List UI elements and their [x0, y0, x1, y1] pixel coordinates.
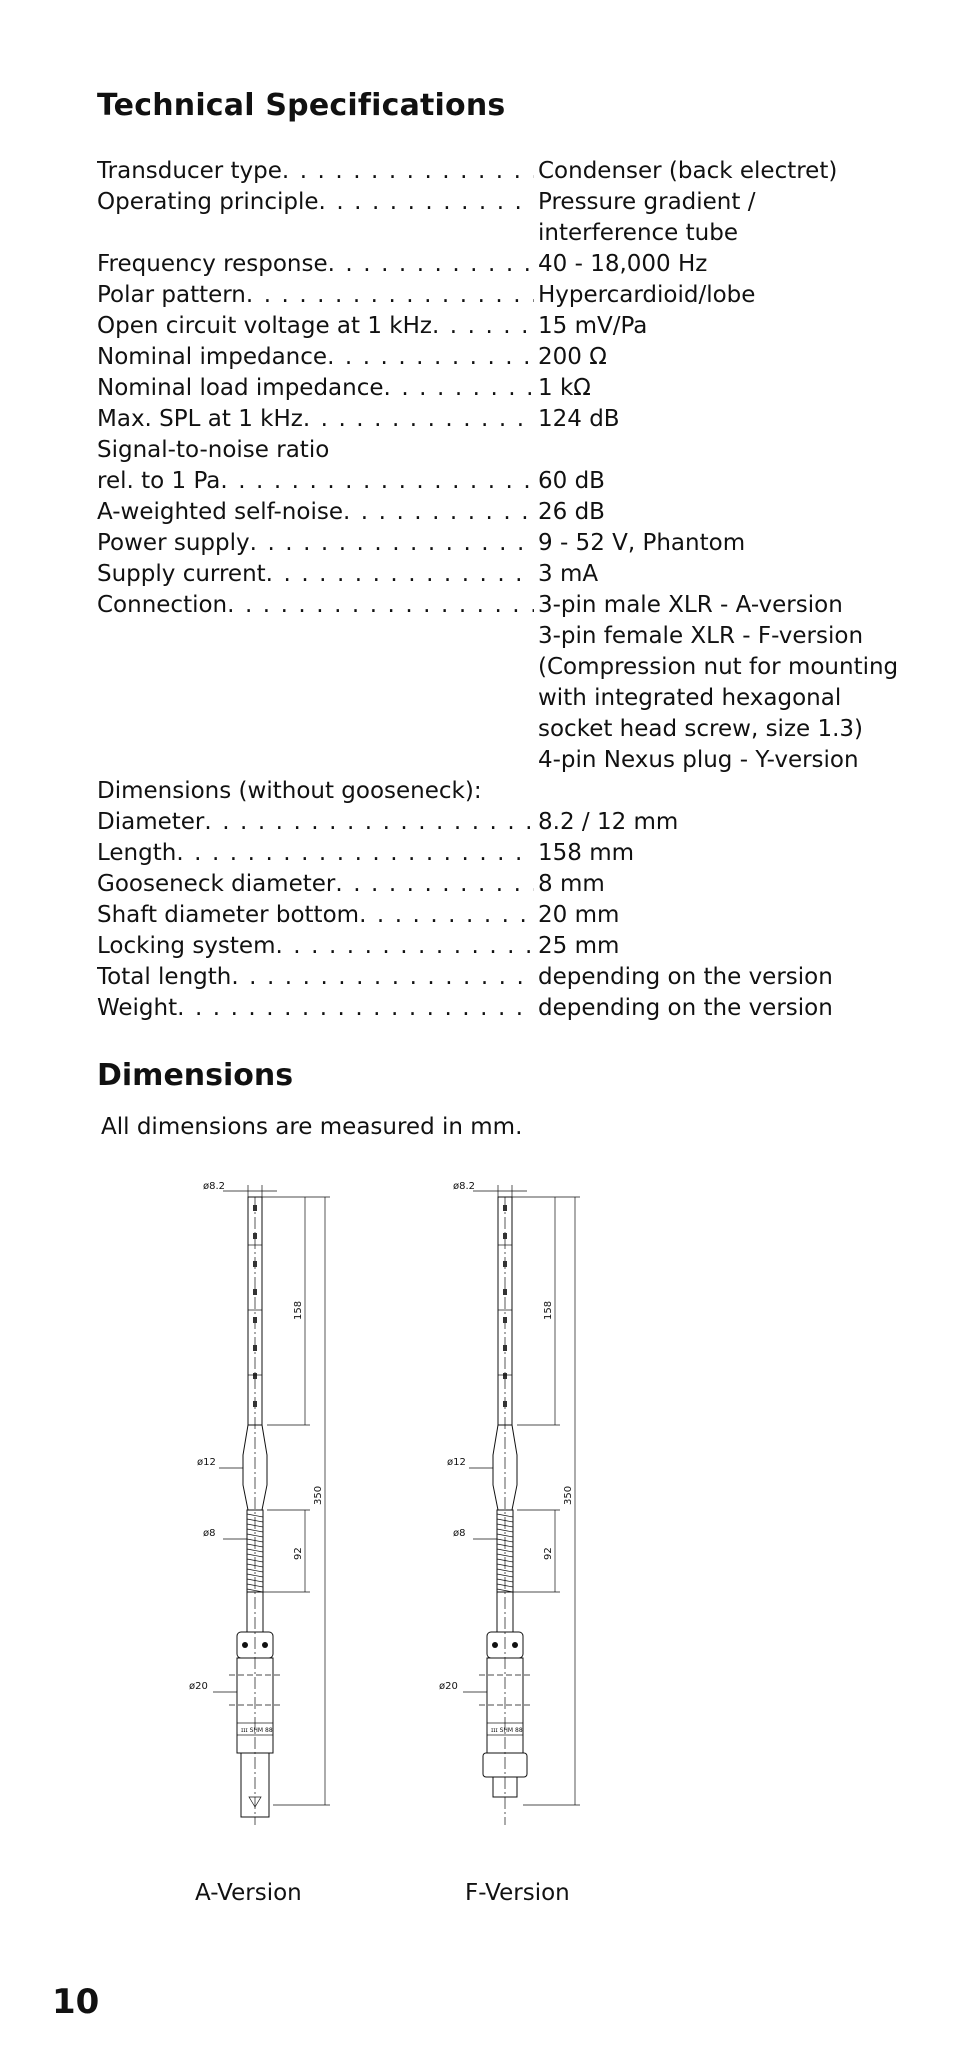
spec-label: [97, 559, 534, 590]
spec-label-text: Supply current: [97, 561, 266, 587]
gooseneck-coil: [497, 1514, 513, 1517]
spec-row: [97, 404, 877, 435]
spec-row: [97, 311, 877, 342]
spec-label: [97, 776, 534, 807]
dot-leader: [227, 590, 534, 776]
tube-slot: [503, 1317, 507, 1323]
spec-value: [534, 900, 877, 931]
screw: [492, 1642, 498, 1648]
spec-label: [97, 993, 534, 1024]
length-head-label: 158: [293, 1300, 304, 1320]
spec-value: [534, 993, 877, 1024]
mic-head-tube: [248, 1197, 262, 1425]
spec-label-text: Length: [97, 840, 177, 866]
spec-label-text: Shaft diameter bottom: [97, 902, 360, 928]
spec-label-text: Gooseneck diameter: [97, 871, 336, 897]
spec-label-text: Frequency response: [97, 251, 328, 277]
gooseneck-coil: [247, 1549, 263, 1552]
spec-value-line: 25 mm: [538, 933, 620, 959]
screw: [512, 1642, 518, 1648]
spec-list: [97, 156, 899, 1024]
spec-value-line: 60 dB: [538, 468, 605, 494]
tube-slot: [253, 1345, 257, 1351]
spec-label: [97, 342, 534, 373]
f-version-caption: F-Version: [465, 1880, 570, 1906]
f-version-drawing: [439, 1181, 580, 1825]
spec-value-line: depending on the version: [538, 964, 833, 990]
spec-label: [97, 931, 534, 962]
spec-label: [97, 838, 534, 869]
spec-label: [97, 590, 534, 776]
tube-slot: [253, 1373, 257, 1379]
spec-row: [97, 373, 877, 404]
spec-value: [534, 311, 877, 342]
dot-leader: [335, 869, 534, 900]
dot-leader: [275, 931, 534, 962]
gooseneck-coil: [247, 1529, 263, 1532]
screw: [262, 1642, 268, 1648]
spec-value-line: 20 mm: [538, 902, 620, 928]
spec-label-text: Operating principle: [97, 189, 319, 215]
spec-value-line: 40 - 18,000 Hz: [538, 251, 708, 277]
a-version-caption: A-Version: [195, 1880, 302, 1906]
spec-value: [534, 187, 877, 249]
spec-row: [97, 838, 877, 869]
tube-slot: [253, 1205, 257, 1211]
spec-label: [97, 280, 534, 311]
spec-value-line: 26 dB: [538, 499, 605, 525]
spec-row: [97, 869, 877, 900]
spec-value: [534, 838, 877, 869]
spec-value: [534, 156, 877, 187]
spec-label-text: Connection: [97, 592, 228, 618]
spec-row: [97, 528, 877, 559]
spec-label-text: Polar pattern: [97, 282, 246, 308]
dot-leader: [343, 497, 534, 528]
spec-label: [97, 311, 534, 342]
spec-label-text: Max. SPL at 1 kHz: [97, 406, 303, 432]
spec-value-line: 3-pin female XLR - F-version: [538, 623, 864, 649]
dot-leader: [246, 280, 534, 311]
dimensions-note: All dimensions are measured in mm.: [101, 1114, 523, 1140]
gooseneck-coil: [247, 1534, 263, 1537]
dimensions-heading: Dimensions: [97, 1058, 294, 1093]
spec-label-text: Power supply: [97, 530, 250, 556]
tube-slot: [253, 1317, 257, 1323]
spec-row: [97, 590, 899, 776]
spec-value: [534, 342, 877, 373]
diameter-top-label: ø8.2: [203, 1181, 226, 1192]
spec-label-text: Dimensions (without gooseneck):: [97, 778, 482, 804]
tube-slot: [503, 1289, 507, 1295]
dot-leader: [384, 373, 534, 404]
tube-slot: [253, 1261, 257, 1267]
diameter-bottom-label: ø20: [189, 1681, 208, 1692]
spec-value: [534, 869, 877, 900]
length-head-label: 158: [543, 1300, 554, 1320]
spec-value-line: 3 mA: [538, 561, 599, 587]
gooseneck-coil: [247, 1574, 263, 1577]
spec-value: [534, 962, 877, 993]
spec-value: [534, 435, 877, 466]
spec-label-text: Weight: [97, 995, 178, 1021]
spec-value: [534, 528, 877, 559]
mic-head-tube: [498, 1197, 512, 1425]
diameter-top-label: ø8.2: [453, 1181, 476, 1192]
spec-label: [97, 373, 534, 404]
gooseneck-coil: [247, 1514, 263, 1517]
dot-leader: [359, 900, 534, 931]
spec-row: [97, 156, 877, 187]
spec-row: [97, 187, 877, 249]
spec-value-line: Condenser (back electret): [538, 158, 838, 184]
spec-value-line: 1 kΩ: [538, 375, 591, 401]
spec-row: [97, 497, 877, 528]
spec-row: [97, 962, 877, 993]
spec-label: [97, 404, 534, 435]
dot-leader: [250, 528, 534, 559]
length-total-label: 350: [313, 1485, 324, 1505]
tube-slot: [503, 1233, 507, 1239]
spec-value-line: 124 dB: [538, 406, 620, 432]
gooseneck-coil: [497, 1529, 513, 1532]
dot-leader: [319, 187, 535, 249]
spec-label: [97, 466, 534, 497]
spec-row: [97, 466, 877, 497]
spec-value-line: Hypercardioid/lobe: [538, 282, 756, 308]
screw: [242, 1642, 248, 1648]
spec-row: [97, 342, 877, 373]
dot-leader: [220, 466, 534, 497]
spec-row: [97, 931, 877, 962]
spec-label: [97, 156, 534, 187]
a-version-drawing: [189, 1181, 330, 1825]
dot-leader: [204, 807, 534, 838]
spec-label: [97, 187, 534, 249]
dot-leader: [177, 993, 534, 1024]
marking-text: ɪɪɪ SHM 88: [491, 1727, 523, 1734]
spec-value-line: Pressure gradient /: [538, 189, 756, 215]
spec-row: [97, 280, 877, 311]
dot-leader: [327, 342, 534, 373]
gooseneck-coil: [247, 1569, 263, 1572]
tube-slot: [503, 1261, 507, 1267]
diameter-neck-label: ø8: [203, 1528, 216, 1539]
dot-leader: [303, 404, 534, 435]
spec-value-line: 8 mm: [538, 871, 605, 897]
spec-label-text: A-weighted self-noise: [97, 499, 343, 525]
spec-value-line: (Compression nut for mounting: [538, 654, 899, 680]
spec-value-line: 3-pin male XLR - A-version: [538, 592, 843, 618]
spec-value: [534, 249, 877, 280]
spec-label-text: Nominal load impedance: [97, 375, 384, 401]
gooseneck-coil: [247, 1554, 263, 1557]
spec-label-text: Locking system: [97, 933, 276, 959]
spec-value: [534, 776, 877, 807]
tube-slot: [503, 1345, 507, 1351]
spec-value: [534, 590, 898, 776]
spec-label-text: Total length: [97, 964, 232, 990]
spec-label: [97, 900, 534, 931]
spec-value-line: 4-pin Nexus plug - Y-version: [538, 747, 859, 773]
spec-label-text: Open circuit voltage at 1 kHz: [97, 313, 432, 339]
spec-label: [97, 497, 534, 528]
spec-value-line: interference tube: [538, 220, 738, 246]
spec-value: [534, 931, 877, 962]
tube-slot: [503, 1401, 507, 1407]
gooseneck-coil: [497, 1569, 513, 1572]
diameter-bottom-label: ø20: [439, 1681, 458, 1692]
spec-row: [97, 807, 877, 838]
gooseneck-coil: [497, 1534, 513, 1537]
spec-value-line: depending on the version: [538, 995, 833, 1021]
spec-label: [97, 869, 534, 900]
spec-label: [97, 435, 534, 466]
gooseneck-coil: [497, 1554, 513, 1557]
tube-slot: [253, 1233, 257, 1239]
spec-value: [534, 497, 877, 528]
tube-slot: [253, 1401, 257, 1407]
spec-value-line: socket head screw, size 1.3): [538, 716, 864, 742]
tube-slot: [503, 1205, 507, 1211]
diameter-mid-label: ø12: [197, 1457, 216, 1468]
dot-leader: [266, 559, 534, 590]
page-title: Technical Specifications: [97, 88, 506, 123]
spec-row: [97, 900, 877, 931]
diameter-neck-label: ø8: [453, 1528, 466, 1539]
spec-value-line: 15 mV/Pa: [538, 313, 648, 339]
spec-label-text: Diameter: [97, 809, 205, 835]
spec-label: [97, 528, 534, 559]
dot-leader: [282, 156, 534, 187]
spec-label: [97, 962, 534, 993]
spec-row: [97, 993, 877, 1024]
spec-row: [97, 435, 877, 466]
spec-label-text: rel. to 1 Pa: [97, 468, 221, 494]
spec-value: [534, 404, 877, 435]
spec-value-line: 8.2 / 12 mm: [538, 809, 679, 835]
spec-value-line: 158 mm: [538, 840, 635, 866]
spec-label: [97, 249, 534, 280]
spec-value-line: 200 Ω: [538, 344, 607, 370]
length-neck-label: 92: [293, 1547, 304, 1560]
gooseneck-coil: [497, 1574, 513, 1577]
spec-value: [534, 807, 877, 838]
spec-value: [534, 559, 877, 590]
spec-label-text: Signal-to-noise ratio: [97, 437, 330, 463]
spec-value-line: 9 - 52 V, Phantom: [538, 530, 746, 556]
tube-slot: [253, 1289, 257, 1295]
diameter-mid-label: ø12: [447, 1457, 466, 1468]
spec-row: [97, 776, 877, 807]
spec-label: [97, 807, 534, 838]
gooseneck-coil: [497, 1549, 513, 1552]
spec-row: [97, 559, 877, 590]
spec-value-line: with integrated hexagonal: [538, 685, 842, 711]
tube-slot: [503, 1373, 507, 1379]
spec-value: [534, 373, 877, 404]
spec-label-text: Nominal impedance: [97, 344, 328, 370]
spec-label-text: Transducer type: [97, 158, 282, 184]
spec-row: [97, 249, 877, 280]
dot-leader: [176, 838, 534, 869]
page-number: 10: [52, 1982, 100, 2022]
dot-leader: [328, 249, 534, 280]
marking-text: ɪɪɪ SHM 88: [241, 1727, 273, 1734]
length-total-label: 350: [563, 1485, 574, 1505]
spec-value: [534, 280, 877, 311]
spec-value: [534, 466, 877, 497]
dot-leader: [432, 311, 534, 342]
dot-leader: [231, 962, 534, 993]
length-neck-label: 92: [543, 1547, 554, 1560]
dimension-drawings: [180, 1175, 620, 1865]
